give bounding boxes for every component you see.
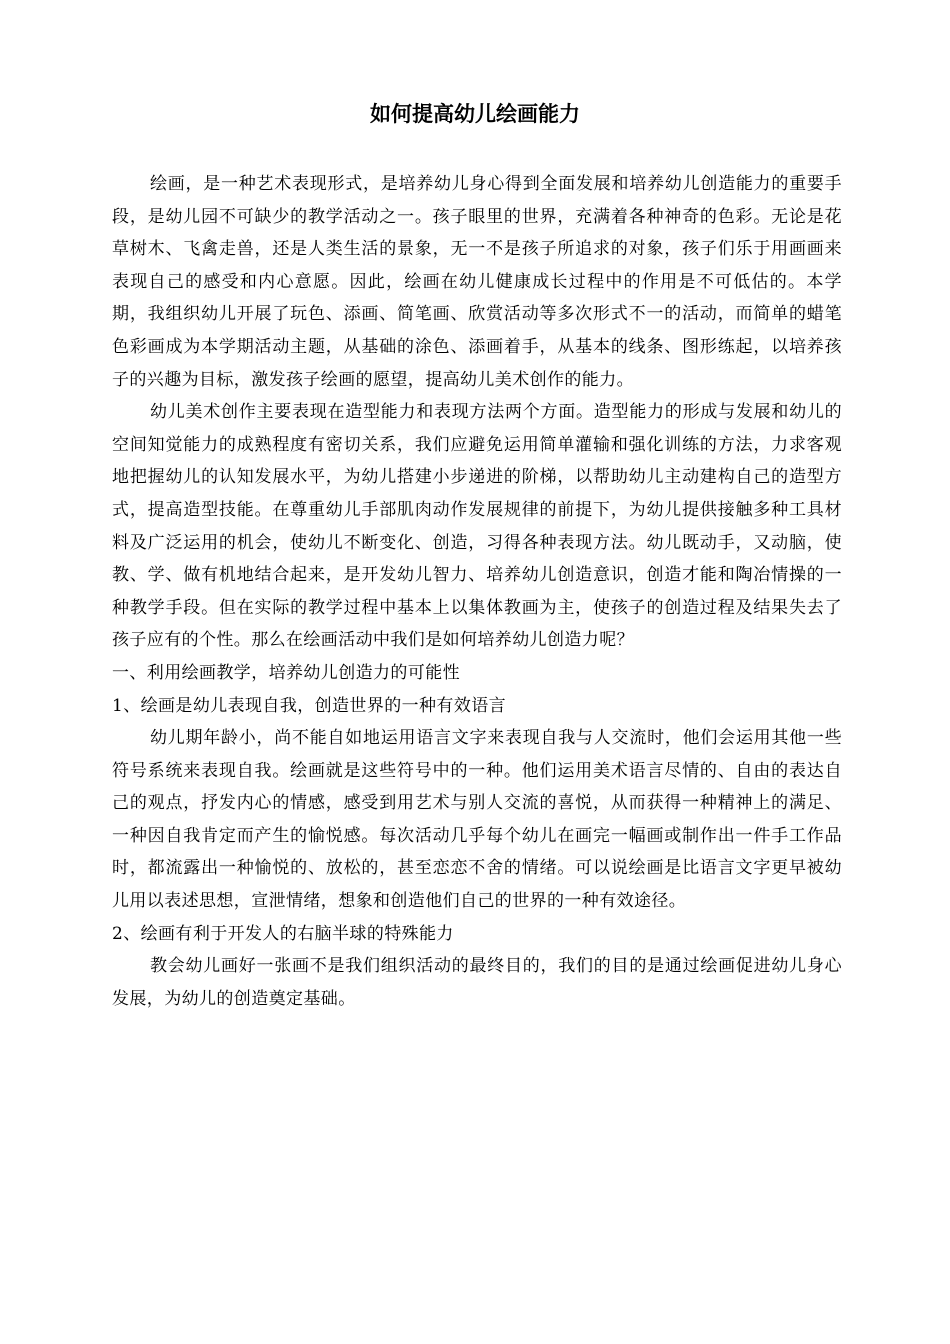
subsection-heading-1: 1、绘画是幼儿表现自我，创造世界的一种有效语言 <box>112 695 507 716</box>
paragraph-self-expression: 幼儿期年龄小，尚不能自如地运用语言文字来表现自我与人交流时，他们会运用其他一些符号系统来表现自我。绘画就是这些符号中的一种。他们运用美术语言尽情的、自由的表达自己的观点，抒发内心的情感，感受到用艺术与别人交流的喜悦，从而获得一种精神上的满足、一种因自我肯定而产生的愉悦感。每次活动几乎每个幼儿在画完一幅画或制作出一件手工作品时，都流露出一种愉悦的、放松的，甚至恋恋不舍的情绪。可以说绘画是比语言文字更早被幼儿用以表述思想，宣泄情绪，想象和创造他们自己的世界的一种有效途径。 <box>112 728 842 912</box>
document-body <box>112 168 842 1015</box>
section-heading-1: 一、利用绘画教学，培养幼儿创造力的可能性 <box>112 662 460 683</box>
document-title: 如何提高幼儿绘画能力 <box>370 102 580 126</box>
subsection-heading-2: 2、绘画有利于开发人的右脑半球的特殊能力 <box>112 923 454 944</box>
paragraph-intro: 绘画，是一种艺术表现形式，是培养幼儿身心得到全面发展和培养幼儿创造能力的重要手段，是幼儿园不可缺少的教学活动之一。孩子眼里的世界，充满着各种神奇的色彩。无论是花草树木、飞禽走兽，还是人类生活的景象，无一不是孩子所追求的对象，孩子们乐于用画画来表现自己的感受和内心意愿。因此，绘画在幼儿健康成长过程中的作用是不可低估的。本学期，我组织幼儿开展了玩色、添画、简笔画、欣赏活动等多次形式不一的活动，而简单的蜡笔色彩画成为本学期活动主题，从基础的涂色、添画着手，从基本的线条、图形练起，以培养孩子的兴趣为目标，激发孩子绘画的愿望，提高幼儿美术创作的能力。 <box>112 174 842 390</box>
paragraph-creation: 幼儿美术创作主要表现在造型能力和表现方法两个方面。造型能力的形成与发展和幼儿的空间知觉能力的成熟程度有密切关系，我们应避免运用简单灌输和强化训练的方法，力求客观地把握幼儿的认知发展水平，为幼儿搭建小步递进的阶梯，以帮助幼儿主动建构自己的造型方式，提高造型技能。在尊重幼儿手部肌肉动作发展规律的前提下，为幼儿提供接触多种工具材料及广泛运用的机会，使幼儿不断变化、创造，习得各种表现方法。幼儿既动手，又动脑，使教、学、做有机地结合起来，是开发幼儿智力、培养幼儿创造意识，创造才能和陶冶情操的一种教学手段。但在实际的教学过程中基本上以集体教画为主，使孩子的创造过程及结果失去了孩子应有的个性。那么在绘画活动中我们是如何培养幼儿创造力呢？ <box>112 402 842 651</box>
paragraph-goal: 教会幼儿画好一张画不是我们组织活动的最终目的，我们的目的是通过绘画促进幼儿身心发展，为幼儿的创造奠定基础。 <box>112 956 842 1009</box>
